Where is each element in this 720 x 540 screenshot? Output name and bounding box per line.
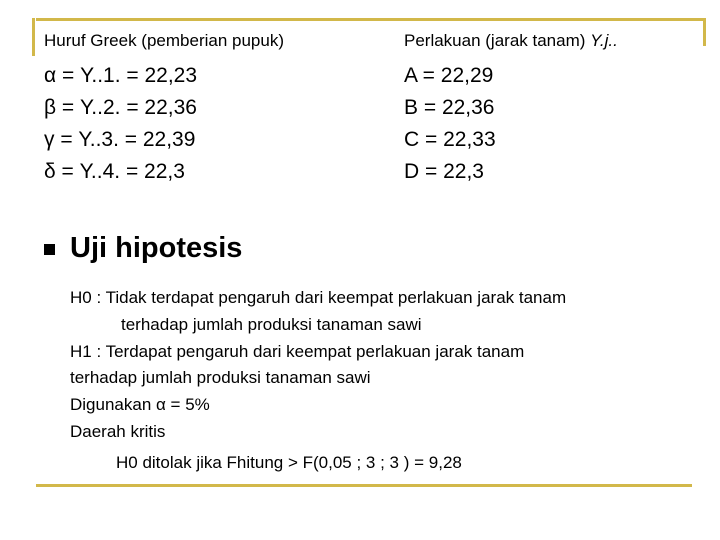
treatment-row-b: B = 22,36: [404, 96, 495, 119]
treatment-row-d: D = 22,3: [404, 160, 484, 183]
rejection-rule: H0 ditolak jika Fhitung > F(0,05 ; 3 ; 3 ) = 9,28: [116, 453, 462, 472]
treatment-row-c: C = 22,33: [404, 128, 496, 151]
treatment-header-symbol: Y.j..: [590, 31, 618, 50]
treatment-column: [404, 30, 618, 188]
greek-letter-column: [44, 30, 284, 188]
h1-line-1: H1 : Terdapat pengaruh dari keempat perlakuan jarak tanam: [70, 342, 525, 361]
treatment-column-header: [404, 30, 618, 52]
bottom-rule: [36, 484, 692, 487]
treatment-header-prefix: Perlakuan (jarak tanam): [404, 31, 591, 50]
greek-column-header: Huruf Greek (pemberian pupuk): [44, 31, 285, 50]
h1-line-2: terhadap jumlah produksi tanaman sawi: [70, 368, 371, 387]
section-title: Uji hipotesis: [70, 232, 243, 264]
left-rule: [32, 18, 35, 56]
greek-row-alpha: α = Y..1. = 22,23: [44, 64, 198, 87]
h0-line-1: H0 : Tidak terdapat pengaruh dari keempat perlakuan jarak tanam: [70, 288, 567, 307]
critical-region-label: Daerah kritis: [70, 422, 166, 441]
square-bullet-icon: [44, 244, 55, 255]
treatment-row-a: A = 22,29: [404, 64, 494, 87]
greek-row-delta: δ = Y..4. = 22,3: [44, 160, 185, 183]
greek-row-gamma: γ = Y..3. = 22,39: [44, 128, 196, 151]
greek-row-beta: β = Y..2. = 22,36: [44, 96, 197, 119]
h0-line-2: terhadap jumlah produksi tanaman sawi: [121, 315, 422, 334]
alpha-level: Digunakan α = 5%: [70, 395, 210, 414]
top-rule: [36, 18, 706, 21]
right-rule: [703, 18, 706, 46]
